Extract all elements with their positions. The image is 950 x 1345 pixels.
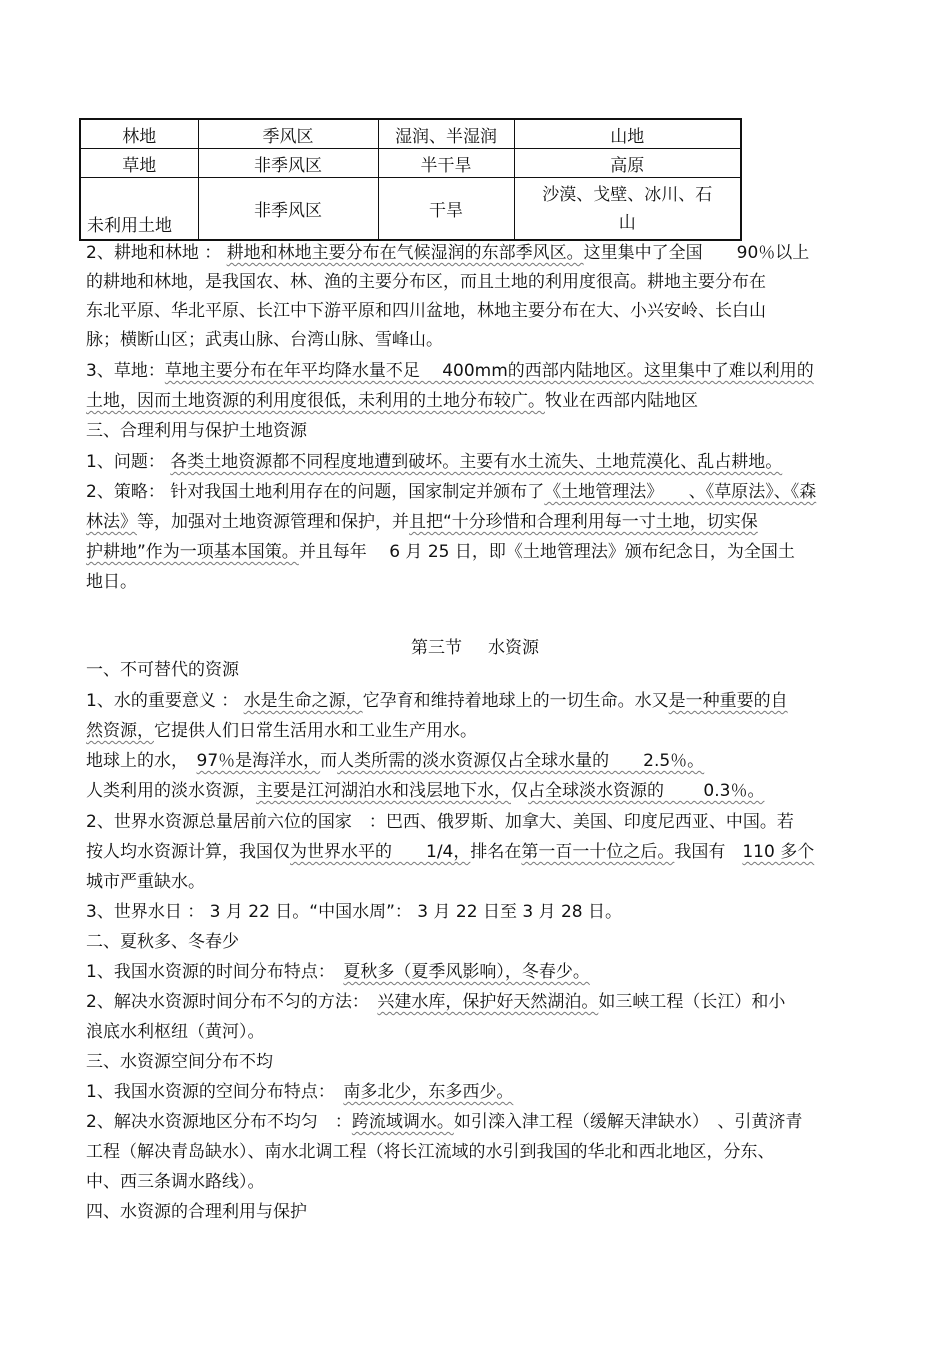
section-number: 第三节: [411, 638, 462, 658]
key-point-underlined: 占全球淡水资源的 0.3％。: [528, 781, 765, 801]
key-point-underlined: 水是生命之源，: [243, 691, 363, 711]
text-line: [86, 659, 239, 681]
text-segment: 中、西三条调水路线）。: [86, 1172, 265, 1192]
key-point-underlined: 且把“十分珍惜和合理利用每一寸土地，切实保: [409, 512, 758, 532]
text-segment: 二、夏秋多、冬春少: [86, 932, 239, 952]
text-line: [86, 750, 704, 772]
text-line: [86, 1081, 513, 1103]
text-segment: 牧业在西部内陆地区: [545, 391, 698, 411]
text-segment: 3、草地：: [86, 361, 165, 381]
table-cell: 非季风区: [198, 149, 378, 178]
text-segment: 地球上的水，: [86, 751, 197, 771]
text-line: [86, 390, 698, 412]
text-segment: 城市严重缺水。: [86, 872, 205, 892]
section-name: 水资源: [488, 638, 539, 658]
key-point-underlined: 人类所需的淡水资源仅占全球水量的 2.5％。: [337, 751, 705, 771]
text-segment: 它提供人们日常生活用水和工业生产用水。: [154, 721, 477, 741]
text-line: [86, 541, 795, 563]
text-line: [86, 511, 758, 533]
text-line: [86, 780, 764, 802]
key-point-underlined: 耕地和林地主要分布在气候湿润的东部季风区。: [226, 243, 584, 263]
table-cell: 草地: [80, 149, 198, 178]
land-use-table: [79, 118, 742, 241]
text-segment: 这里集中了全国 90％以上: [583, 243, 810, 263]
text-segment: 人类利用的淡水资源，: [86, 781, 256, 801]
key-point-underlined: 草地主要分布在年平均降水量不足 400mm的西部内陆地区。: [164, 361, 644, 381]
table-cell: 林地: [80, 119, 198, 149]
text-segment: 2、耕地和林地 ：: [86, 243, 227, 263]
table-cell: 高原: [514, 149, 741, 178]
table-cell: 干旱: [378, 178, 514, 241]
text-segment: 排名在: [470, 842, 522, 862]
text-line: [86, 690, 788, 712]
key-point-underlined: 土地，因而土地资源的利用度很低，未利用的土地分布较广。: [86, 391, 545, 411]
text-line: [86, 300, 766, 322]
text-line: [86, 841, 814, 863]
table-row: [80, 178, 741, 241]
table-row: [80, 149, 741, 178]
text-segment: 一、不可替代的资源: [86, 660, 239, 680]
text-segment: 如三峡工程（长江）和小: [598, 992, 786, 1012]
table-cell: 湿润、半湿润: [378, 119, 514, 149]
text-line: [86, 571, 137, 593]
text-line: [86, 1111, 802, 1133]
key-point-underlined: 这里集中了难以利用的: [643, 361, 814, 381]
text-line: [86, 871, 205, 893]
key-point-underlined: 护耕地”作为一项基本国策。: [86, 542, 299, 562]
table-cell: 季风区: [198, 119, 378, 149]
text-segment: 2、解决水资源地区分布不均匀 ：: [86, 1112, 352, 1132]
table-cell: 山地: [514, 119, 741, 149]
text-line: [86, 811, 794, 833]
key-point-underlined: 为世界水平的 1/4，: [290, 842, 471, 862]
text-line: [86, 481, 816, 503]
text-segment: 3、世界水日 ： 3 月 22 日。“中国水周”： 3 月 22 日至 3 月 28 日。: [86, 902, 623, 922]
text-segment: 三、水资源空间分布不均: [86, 1052, 273, 1072]
text-segment: 按人均水资源计算，我国仅: [86, 842, 290, 862]
key-point-underlined: 南多北少，东多西少。: [343, 1082, 514, 1102]
text-segment: 浪底水利枢纽（黄河）。: [86, 1022, 265, 1042]
key-point-underlined: 跨流域调水。: [351, 1112, 454, 1132]
text-line: [86, 1141, 775, 1163]
text-line: [86, 991, 785, 1013]
text-line: [86, 420, 307, 442]
text-line: [86, 242, 809, 264]
text-segment: 我国有: [674, 842, 743, 862]
key-point-underlined: 林法》: [86, 512, 137, 532]
key-point-underlined: 110 多个: [742, 842, 815, 862]
text-segment: 1、问题：: [86, 452, 171, 472]
text-line: [86, 271, 766, 293]
text-segment: 2、策略： 针对我国土地利用存在的问题，国家制定并颁布了: [86, 482, 545, 502]
text-segment: 三、合理利用与保护土地资源: [86, 421, 307, 441]
text-line: [86, 961, 590, 983]
text-line: [86, 360, 814, 382]
text-segment: 四、水资源的合理利用与保护: [86, 1202, 307, 1222]
text-line: [86, 1201, 307, 1223]
text-line: [86, 720, 477, 742]
text-segment: 1、我国水资源的空间分布特点：: [86, 1082, 344, 1102]
table-cell: 非季风区: [198, 178, 378, 241]
text-line: [86, 931, 239, 953]
text-segment: 地日。: [86, 572, 137, 592]
text-segment: 并且每年 6 月 25 日，即《土地管理法》颁布纪念日，为全国土: [298, 542, 795, 562]
text-segment: 如引滦入津工程（缓解天津缺水） 、引黄济青: [453, 1112, 803, 1132]
key-point-underlined: 97％是海洋水，: [196, 751, 321, 771]
key-point-underlined: 主要是江河湖泊水和浅层地下水，: [256, 781, 511, 801]
text-segment: 它孕育和维持着地球上的一切生命。水又: [362, 691, 669, 711]
key-point-underlined: 是一种重要的自: [668, 691, 788, 711]
key-point-underlined: 然资源，: [86, 721, 154, 741]
text-line: [86, 1171, 265, 1193]
table-row: [80, 119, 741, 149]
key-point-underlined: 《土地管理法》 、《草原法》、《森: [544, 482, 817, 502]
section-heading: [411, 633, 539, 658]
text-segment: 工程（解决青岛缺水）、南水北调工程（将长江流域的水引到我国的华北和西北地区，分东、: [86, 1142, 775, 1162]
table-cell: 沙漠、戈壁、冰川、石山: [514, 178, 741, 241]
text-line: [86, 1051, 273, 1073]
text-segment: 2、世界水资源总量居前六位的国家 ：巴西、俄罗斯、加拿大、美国、印度尼西亚、中国。若: [86, 812, 794, 832]
text-segment: 的耕地和林地，是我国农、林、渔的主要分布区，而且土地的利用度很高。耕地主要分布在: [86, 272, 766, 292]
key-point-underlined: 兴建水库，保护好天然湖泊。: [377, 992, 599, 1012]
text-line: [86, 1021, 265, 1043]
text-segment: 1、水的重要意义 ：: [86, 691, 244, 711]
key-point-underlined: 夏秋多（夏季风影响），冬春少。: [343, 962, 590, 982]
text-segment: 2、解决水资源时间分布不匀的方法：: [86, 992, 378, 1012]
table-cell: 半干旱: [378, 149, 514, 178]
text-segment: 1、我国水资源的时间分布特点：: [86, 962, 344, 982]
text-line: [86, 451, 782, 473]
text-segment: 东北平原、华北平原、长江中下游平原和四川盆地，林地主要分布在大、小兴安岭、长白山: [86, 301, 766, 321]
text-segment: 仅: [511, 781, 528, 801]
text-segment: 脉；横断山区；武夷山脉、台湾山脉、雪峰山。: [86, 330, 443, 350]
table-cell: 未利用土地: [80, 178, 198, 241]
text-segment: 而: [320, 751, 338, 771]
key-point-underlined: 各类土地资源都不同程度地遭到破坏。主要有水土流失、土地荒漠化、乱占耕地。: [170, 452, 783, 472]
text-line: [86, 329, 443, 351]
key-point-underlined: 第一百一十位之后。: [521, 842, 675, 862]
text-segment: 等，加强对土地资源管理和保护，并: [137, 512, 409, 532]
text-line: [86, 901, 622, 923]
